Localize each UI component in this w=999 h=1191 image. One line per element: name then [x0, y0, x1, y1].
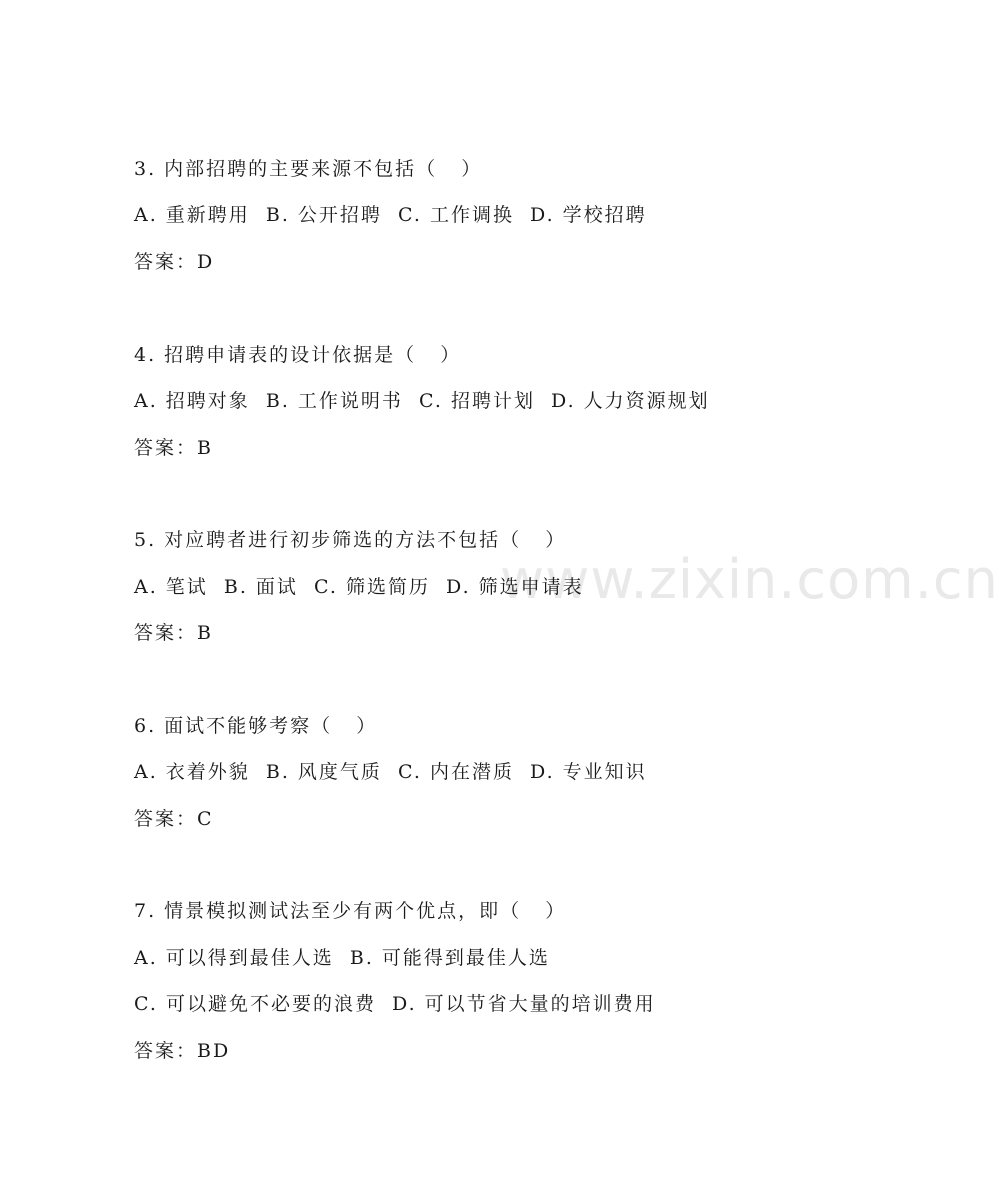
question-answer: 答案：B	[134, 622, 213, 644]
question-options: A. 笔试 B. 面试 C. 筛选简历 D. 筛选申请表	[134, 576, 584, 598]
question-options: A. 重新聘用 B. 公开招聘 C. 工作调换 D. 学校招聘	[134, 204, 647, 226]
question-answer: 答案：BD	[134, 1040, 231, 1062]
question-answer: 答案：B	[134, 437, 213, 459]
question-answer: 答案：D	[134, 251, 215, 273]
question-options: A. 衣着外貌 B. 风度气质 C. 内在潜质 D. 专业知识	[134, 761, 647, 783]
question-stem: 6. 面试不能够考察（ ）	[134, 715, 378, 737]
question-stem: 3. 内部招聘的主要来源不包括（ ）	[134, 158, 483, 180]
question-answer: 答案：C	[134, 808, 214, 830]
question-options: A. 招聘对象 B. 工作说明书 C. 招聘计划 D. 人力资源规划	[134, 390, 710, 412]
question-stem: 7. 情景模拟测试法至少有两个优点，即（ ）	[134, 900, 567, 922]
question-options: C. 可以避免不必要的浪费 D. 可以节省大量的培训费用	[134, 993, 656, 1015]
watermark: www.zixin.com.cn	[500, 548, 999, 611]
question-options: A. 可以得到最佳人选 B. 可能得到最佳人选	[134, 947, 550, 969]
question-stem: 5. 对应聘者进行初步筛选的方法不包括（ ）	[134, 529, 567, 551]
question-stem: 4. 招聘申请表的设计依据是（ ）	[134, 344, 462, 366]
